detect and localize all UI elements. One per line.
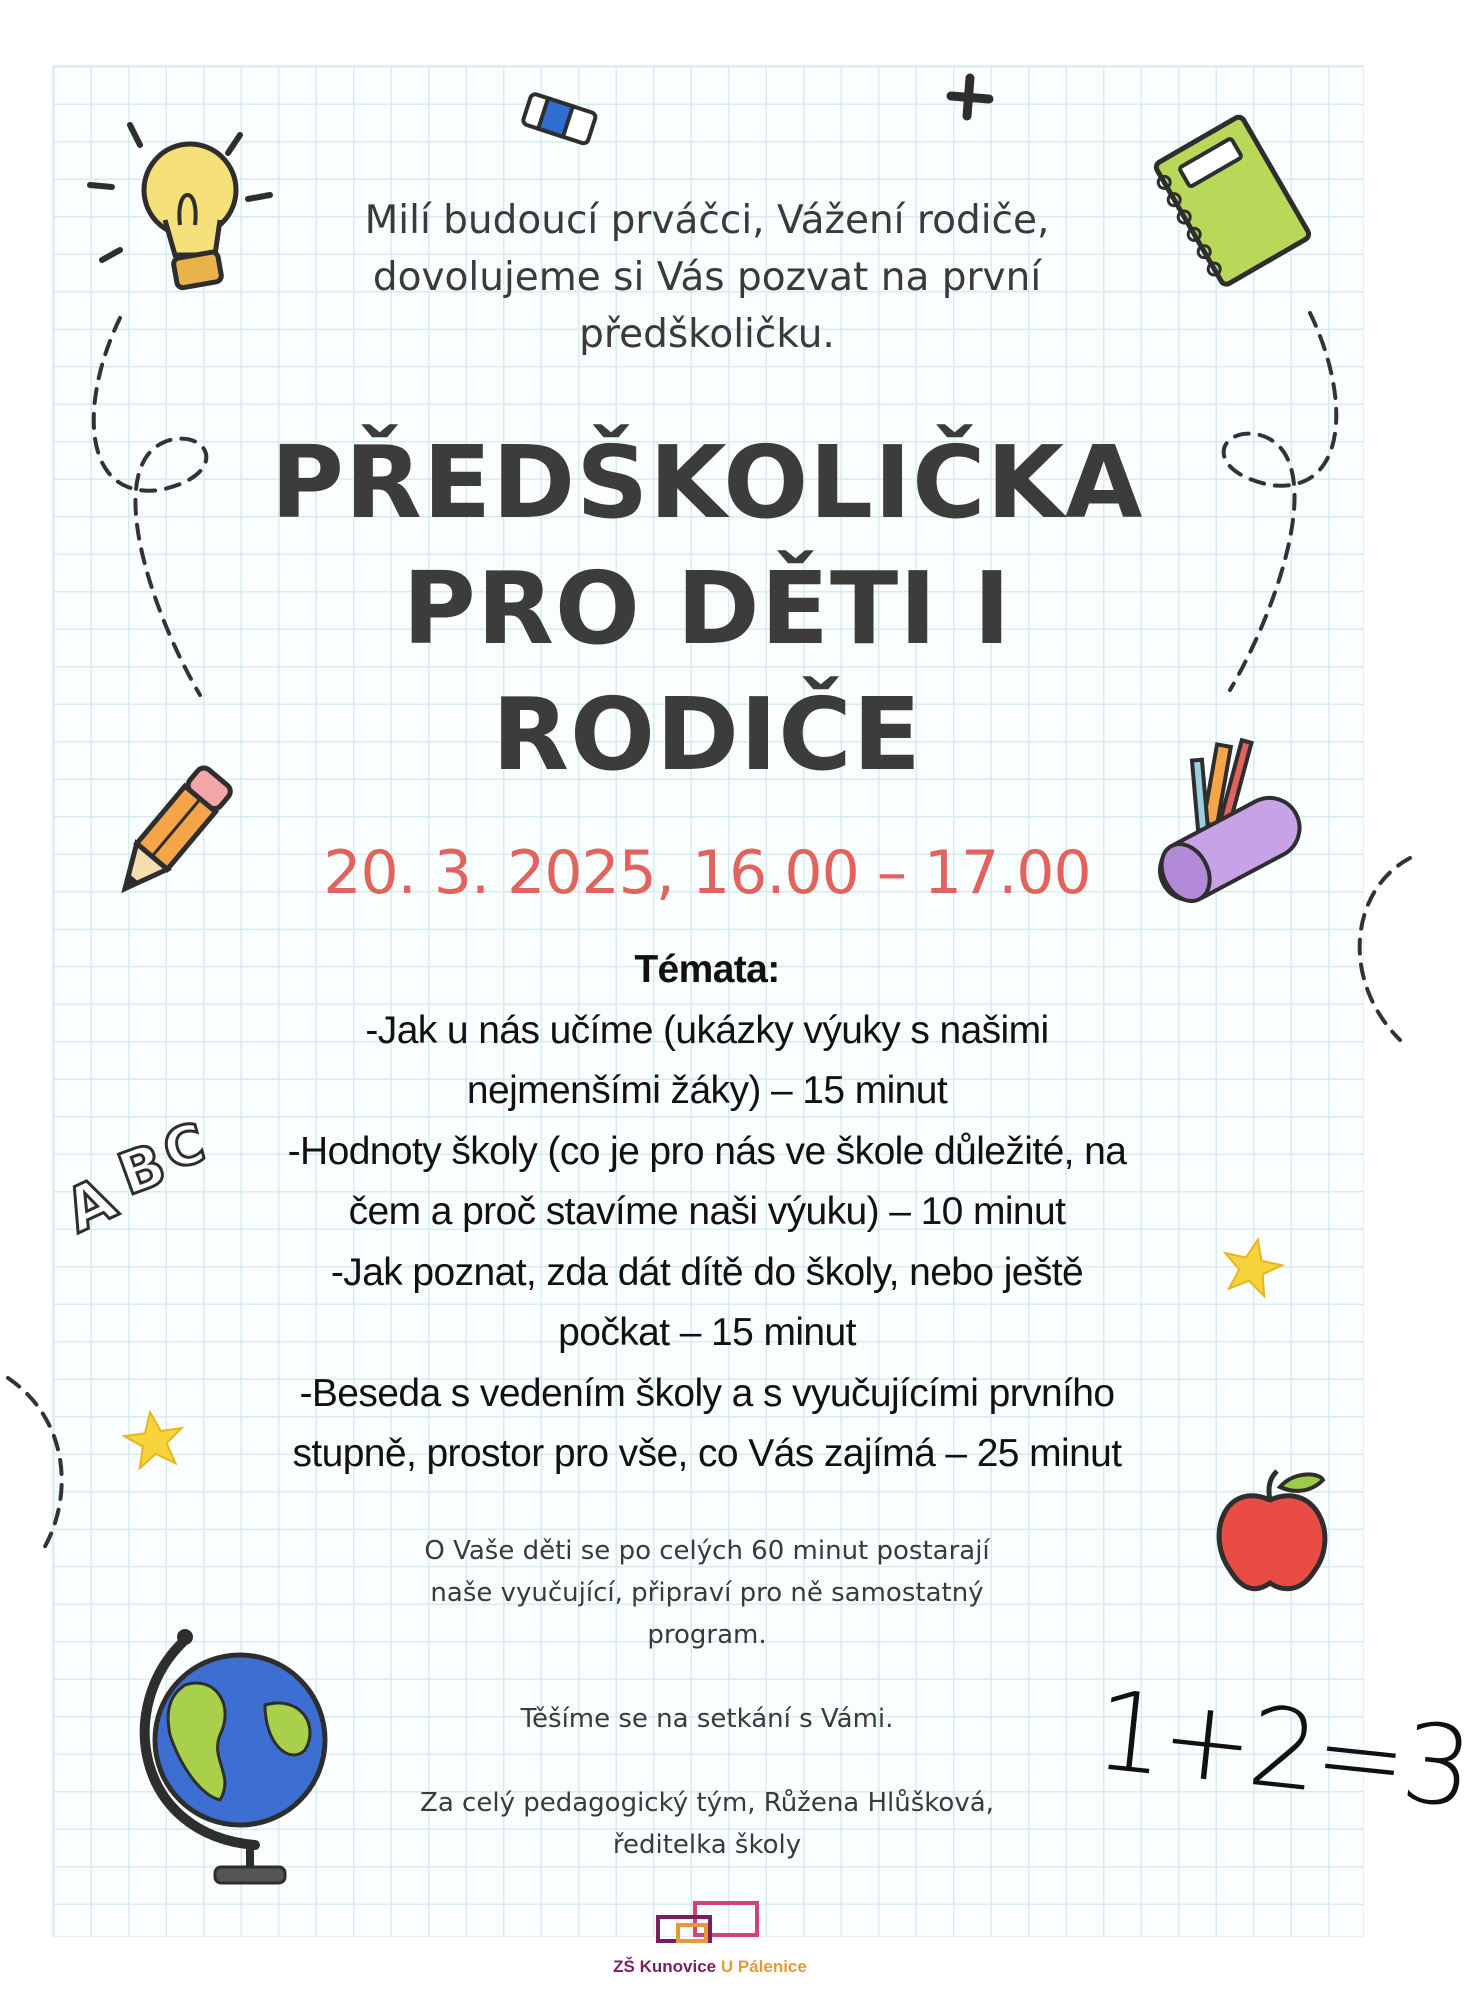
intro-text <box>0 192 1414 363</box>
topic-line: -Beseda s vedením školy a s vyučujícími prvního <box>299 1371 1115 1415</box>
intro-line: Milí budoucí prváčci, Vážení rodiče, <box>364 198 1050 243</box>
topic-line: stupně, prostor pro vše, co Vás zajímá – 25 minut <box>292 1432 1122 1475</box>
topic-line: čem a proč stavíme naši výuku) – 10 minut <box>348 1190 1066 1233</box>
eraser-icon <box>520 88 600 153</box>
intro-line: dovolujeme si Vás pozvat na první <box>372 255 1042 300</box>
school-logo-icon <box>640 1895 770 1953</box>
intro-line: předškoličku. <box>579 312 835 357</box>
title-line: PRO DĚTI I <box>402 550 1012 667</box>
note-signature: Za celý pedagogický tým, Růžena Hlůšková, <box>420 1788 994 1818</box>
note-line: program. <box>647 1620 767 1650</box>
math-equation-doodle: 1+2=3 <box>1089 1665 1475 1833</box>
note-signature: ředitelka školy <box>612 1830 802 1860</box>
topics-heading: Témata: <box>634 948 780 991</box>
topics-section <box>0 940 1414 1485</box>
event-date-time: 20. 3. 2025, 16.00 – 17.00 <box>323 838 1091 908</box>
poster-title <box>0 420 1414 798</box>
svg-text:A: A <box>54 1163 127 1247</box>
topic-line: počkat – 15 minut <box>558 1311 856 1354</box>
note-line: O Vaše děti se po celých 60 minut postarají <box>424 1536 990 1566</box>
school-logo <box>600 1895 820 1990</box>
note-line: naše vyučující, připraví pro ně samostatný <box>430 1578 984 1608</box>
topic-line: -Jak u nás učíme (ukázky výuky s našimi <box>365 1008 1049 1052</box>
topic-line: -Jak poznat, zda dát dítě do školy, nebo ještě <box>330 1250 1084 1294</box>
title-line: RODIČE <box>492 676 922 793</box>
closing-note <box>0 1530 1414 1866</box>
note-greeting: Těšíme se na setkání s Vámi. <box>520 1704 894 1734</box>
plus-doodle-icon <box>945 72 995 122</box>
svg-text:C: C <box>156 1111 212 1183</box>
school-logo-text: ZŠ Kunovice U Pálenice <box>613 1957 807 1976</box>
topic-line: -Hodnoty školy (co je pro nás ve škole důležité, na <box>287 1129 1127 1173</box>
topic-line: nejmenšími žáky) – 15 minut <box>466 1069 948 1112</box>
title-line: PŘEDŠKOLIČKA <box>270 424 1144 541</box>
svg-text:B: B <box>109 1129 175 1209</box>
